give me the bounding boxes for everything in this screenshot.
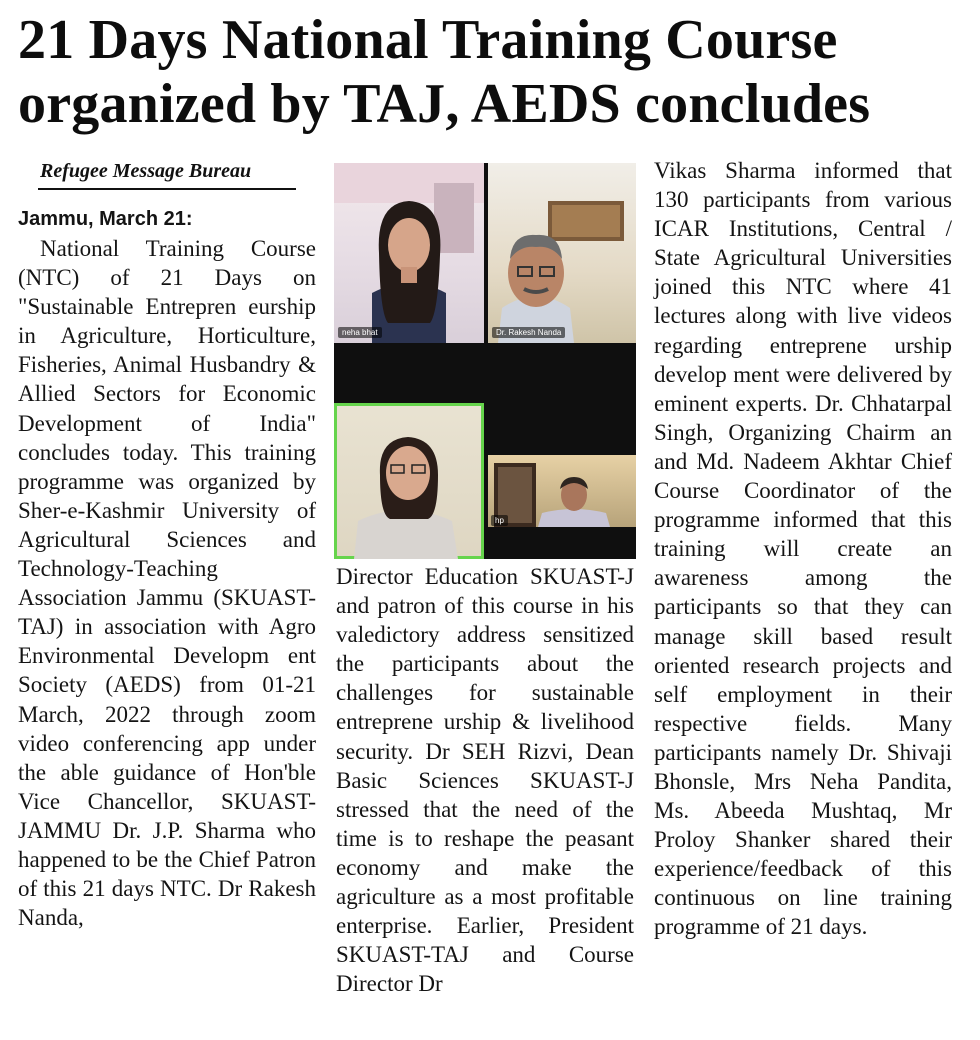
participant-2-name: Dr. Rakesh Nanda (492, 327, 565, 338)
column-3-text: Vikas Sharma informed that 130 participants from various ICAR Institutions, Central / State Agricultural Universities joined this NTC where 41 lectures along with live videos regarding entreprene urship develop ment were delivered by eminent experts. Dr. Chhatarpal Singh, Organizing Chairm an and Md. Nadeem Akhtar Chief Course Coordinator of the programme informed that this training will create an awareness among the participants so that they can manage skill based result oriented research projects and self employment in their respective fields. Many participants namely Dr. Shivaji Bhonsle, Mrs Neha Pandita, Ms. Abeeda Mushtaq, Mr Proloy Shanker shared their experience/feedback of this continuous on line training programme of 21 days. (654, 158, 952, 940)
speaking-woman-icon (334, 403, 484, 559)
headline-line-1: 21 Days National Training Course (18, 9, 838, 71)
byline: Refugee Message Bureau (40, 160, 252, 182)
article-column-2 (336, 562, 634, 998)
column-1-text: National Training Course (NTC) of 21 Days on "Sustainable Entrepren eurship in Agriculture, Horticulture, Fisheries, Animal Husbandry & Allied Sectors for Economic Development of India" concludes today. This training programme was organized by Sher-e-Kashmir University of Agricultural Sciences and Technology-Teaching Association Jammu (SKUAST-TAJ) in association with Agro Environmental Developm ent Society (AEDS) from 01-21 March, 2022 through zoom video conferencing app under the able guidance of Hon'ble Vice Chancellor, SKUAST-JAMMU Dr. J.P. Sharma who happened to be the Chief Patron of this 21 days NTC. Dr Rakesh Nanda, (18, 236, 316, 931)
headline-line-2: organized by TAJ, AEDS concludes (18, 73, 871, 135)
headline (18, 8, 968, 136)
article-column-1 (18, 205, 316, 932)
woman-portrait-icon (334, 163, 484, 343)
column-2-text: Director Education SKUAST-J and patron of this course in his valedictory address sensitized the participants about the challenges for sustainable entreprene urship & livelihood security. Dr SEH Rizvi, Dean Basic Sciences SKUAST-J stressed that the need of the time is to reshape the peasant economy and make the agriculture as a most profitable enterprise. Earlier, President SKUAST-TAJ and Course Director Dr (336, 564, 634, 997)
article-column-3 (654, 156, 952, 942)
participant-4-name: hp (491, 515, 508, 526)
participant-tile-3 (334, 403, 484, 559)
seated-man-icon (488, 455, 636, 527)
byline-rule (38, 188, 296, 190)
video-call-photo (334, 163, 636, 559)
participant-tile-2 (488, 163, 636, 343)
man-portrait-icon (488, 163, 636, 343)
dateline: Jammu, March 21: (18, 208, 193, 230)
participant-tile-1 (334, 163, 484, 343)
participant-1-name: neha bhat (338, 327, 382, 338)
participant-tile-4 (488, 455, 636, 527)
